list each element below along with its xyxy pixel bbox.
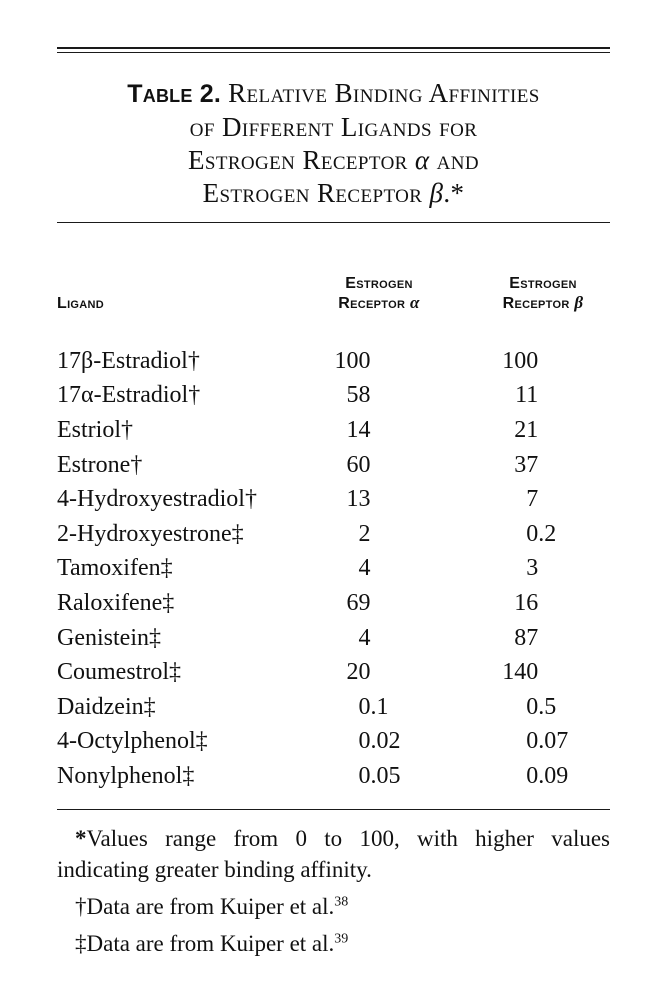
ligand-cell: Nonylphenol‡ <box>57 762 195 789</box>
er-alpha-cell: 14 <box>346 416 371 443</box>
beta-symbol: β <box>429 178 444 208</box>
footnotes <box>57 810 610 959</box>
table-row <box>57 621 610 656</box>
table-row <box>57 379 610 414</box>
ligand-cell: Estriol† <box>57 416 133 443</box>
table-row <box>57 759 610 794</box>
ligand-cell: Tamoxifen‡ <box>57 555 173 582</box>
ligand-cell: Genistein‡ <box>57 624 161 651</box>
title-line-4-tail: .* <box>443 178 465 208</box>
title-line-1 <box>57 77 610 111</box>
reference-38: 38 <box>334 894 349 910</box>
table-row <box>57 482 610 517</box>
ligand-cell: 4-Octylphenol‡ <box>57 728 208 755</box>
er-alpha-cell: 0 .1 <box>358 693 389 720</box>
er-alpha-cell: 20 <box>346 659 371 686</box>
table-row <box>57 690 610 725</box>
er-beta-receptor-text: Receptor <box>502 295 575 312</box>
double-dagger-marker: ‡ <box>75 930 87 956</box>
alpha-symbol: α <box>414 145 430 175</box>
er-alpha-cell: 60 <box>346 451 371 478</box>
er-alpha-cell: 4 <box>358 624 371 651</box>
title-line-3 <box>57 144 610 177</box>
er-beta-cell: 0 .2 <box>526 520 557 547</box>
title-line-4-text: Estrogen Receptor <box>202 178 430 208</box>
title-line-2: of Different Ligands for <box>189 112 478 142</box>
er-alpha-cell: 0 .02 <box>358 728 401 755</box>
er-beta-cell: 0 .09 <box>526 762 569 789</box>
title-line-3-tail: and <box>429 145 480 175</box>
ligand-cell: Coumestrol‡ <box>57 659 181 686</box>
er-beta-header-line-2 <box>476 293 610 313</box>
er-beta-header-line-1: Estrogen <box>509 275 577 292</box>
er-alpha-cell: 100 <box>334 347 371 374</box>
table-row <box>57 448 610 483</box>
er-alpha-header-line-1: Estrogen <box>345 275 413 292</box>
er-beta-cell: 7 <box>526 486 539 513</box>
er-alpha-cell: 4 <box>358 555 371 582</box>
footnote-asterisk-text: Values range from 0 to 100, with higher values indicating greater binding affinity. <box>57 825 610 882</box>
er-beta-cell: 16 <box>514 589 539 616</box>
footnote-dagger <box>57 891 610 922</box>
er-alpha-header-line-2 <box>311 293 447 313</box>
er-beta-cell: 11 <box>515 382 539 409</box>
ligand-cell: 17α-Estradiol† <box>57 382 201 409</box>
ligand-cell: 4-Hydroxyestradiol† <box>57 486 257 513</box>
asterisk-marker: * <box>75 825 87 851</box>
er-beta-cell: 100 <box>502 347 539 374</box>
column-header-ligand: Ligand <box>57 295 105 312</box>
er-beta-cell: 37 <box>514 451 539 478</box>
table-header-row <box>57 263 610 313</box>
title-line-1-text: Relative Binding Affinities <box>228 78 540 108</box>
alpha-symbol: α <box>409 293 420 312</box>
table-body <box>57 344 610 794</box>
column-header-er-alpha <box>273 274 447 313</box>
table-row <box>57 552 610 587</box>
footnote-dagger-text: Data are from Kuiper et al. <box>86 893 335 919</box>
er-beta-cell: 21 <box>514 416 539 443</box>
er-alpha-cell: 0 .05 <box>358 762 401 789</box>
er-beta-cell: 0 .07 <box>526 728 569 755</box>
table-row <box>57 655 610 690</box>
ligand-cell: 17β-Estradiol† <box>57 347 200 374</box>
er-beta-cell: 140 <box>502 659 539 686</box>
er-alpha-cell: 13 <box>346 486 371 513</box>
er-beta-cell: 3 <box>526 555 539 582</box>
title-line-4 <box>57 177 610 210</box>
title-separator-rule <box>57 222 610 223</box>
footnote-double-dagger-text: Data are from Kuiper et al. <box>86 930 335 956</box>
table-figure <box>57 0 610 959</box>
er-beta-cell: 0 .5 <box>526 693 557 720</box>
title-line-3-text: Estrogen Receptor <box>187 145 415 175</box>
footnote-double-dagger <box>57 928 610 959</box>
column-header-er-beta <box>447 274 610 313</box>
table-row <box>57 413 610 448</box>
table-title <box>57 77 610 210</box>
table-number-label: Table 2. <box>127 80 221 108</box>
table-row <box>57 725 610 760</box>
table-row <box>57 517 610 552</box>
er-alpha-cell: 2 <box>358 520 371 547</box>
footnote-asterisk <box>57 823 610 885</box>
table-row <box>57 586 610 621</box>
er-alpha-receptor-text: Receptor <box>338 295 410 312</box>
ligand-cell: Daidzein‡ <box>57 693 156 720</box>
table-row <box>57 344 610 379</box>
ligand-cell: Raloxifene‡ <box>57 589 175 616</box>
dagger-marker: † <box>75 893 87 919</box>
reference-39: 39 <box>334 931 349 947</box>
ligand-cell: Estrone† <box>57 451 143 478</box>
ligand-cell: 2-Hydroxyestrone‡ <box>57 520 244 547</box>
er-alpha-cell: 69 <box>346 589 371 616</box>
beta-symbol: β <box>574 293 584 312</box>
er-beta-cell: 87 <box>514 624 539 651</box>
er-alpha-cell: 58 <box>346 382 371 409</box>
top-double-rule <box>57 47 610 53</box>
